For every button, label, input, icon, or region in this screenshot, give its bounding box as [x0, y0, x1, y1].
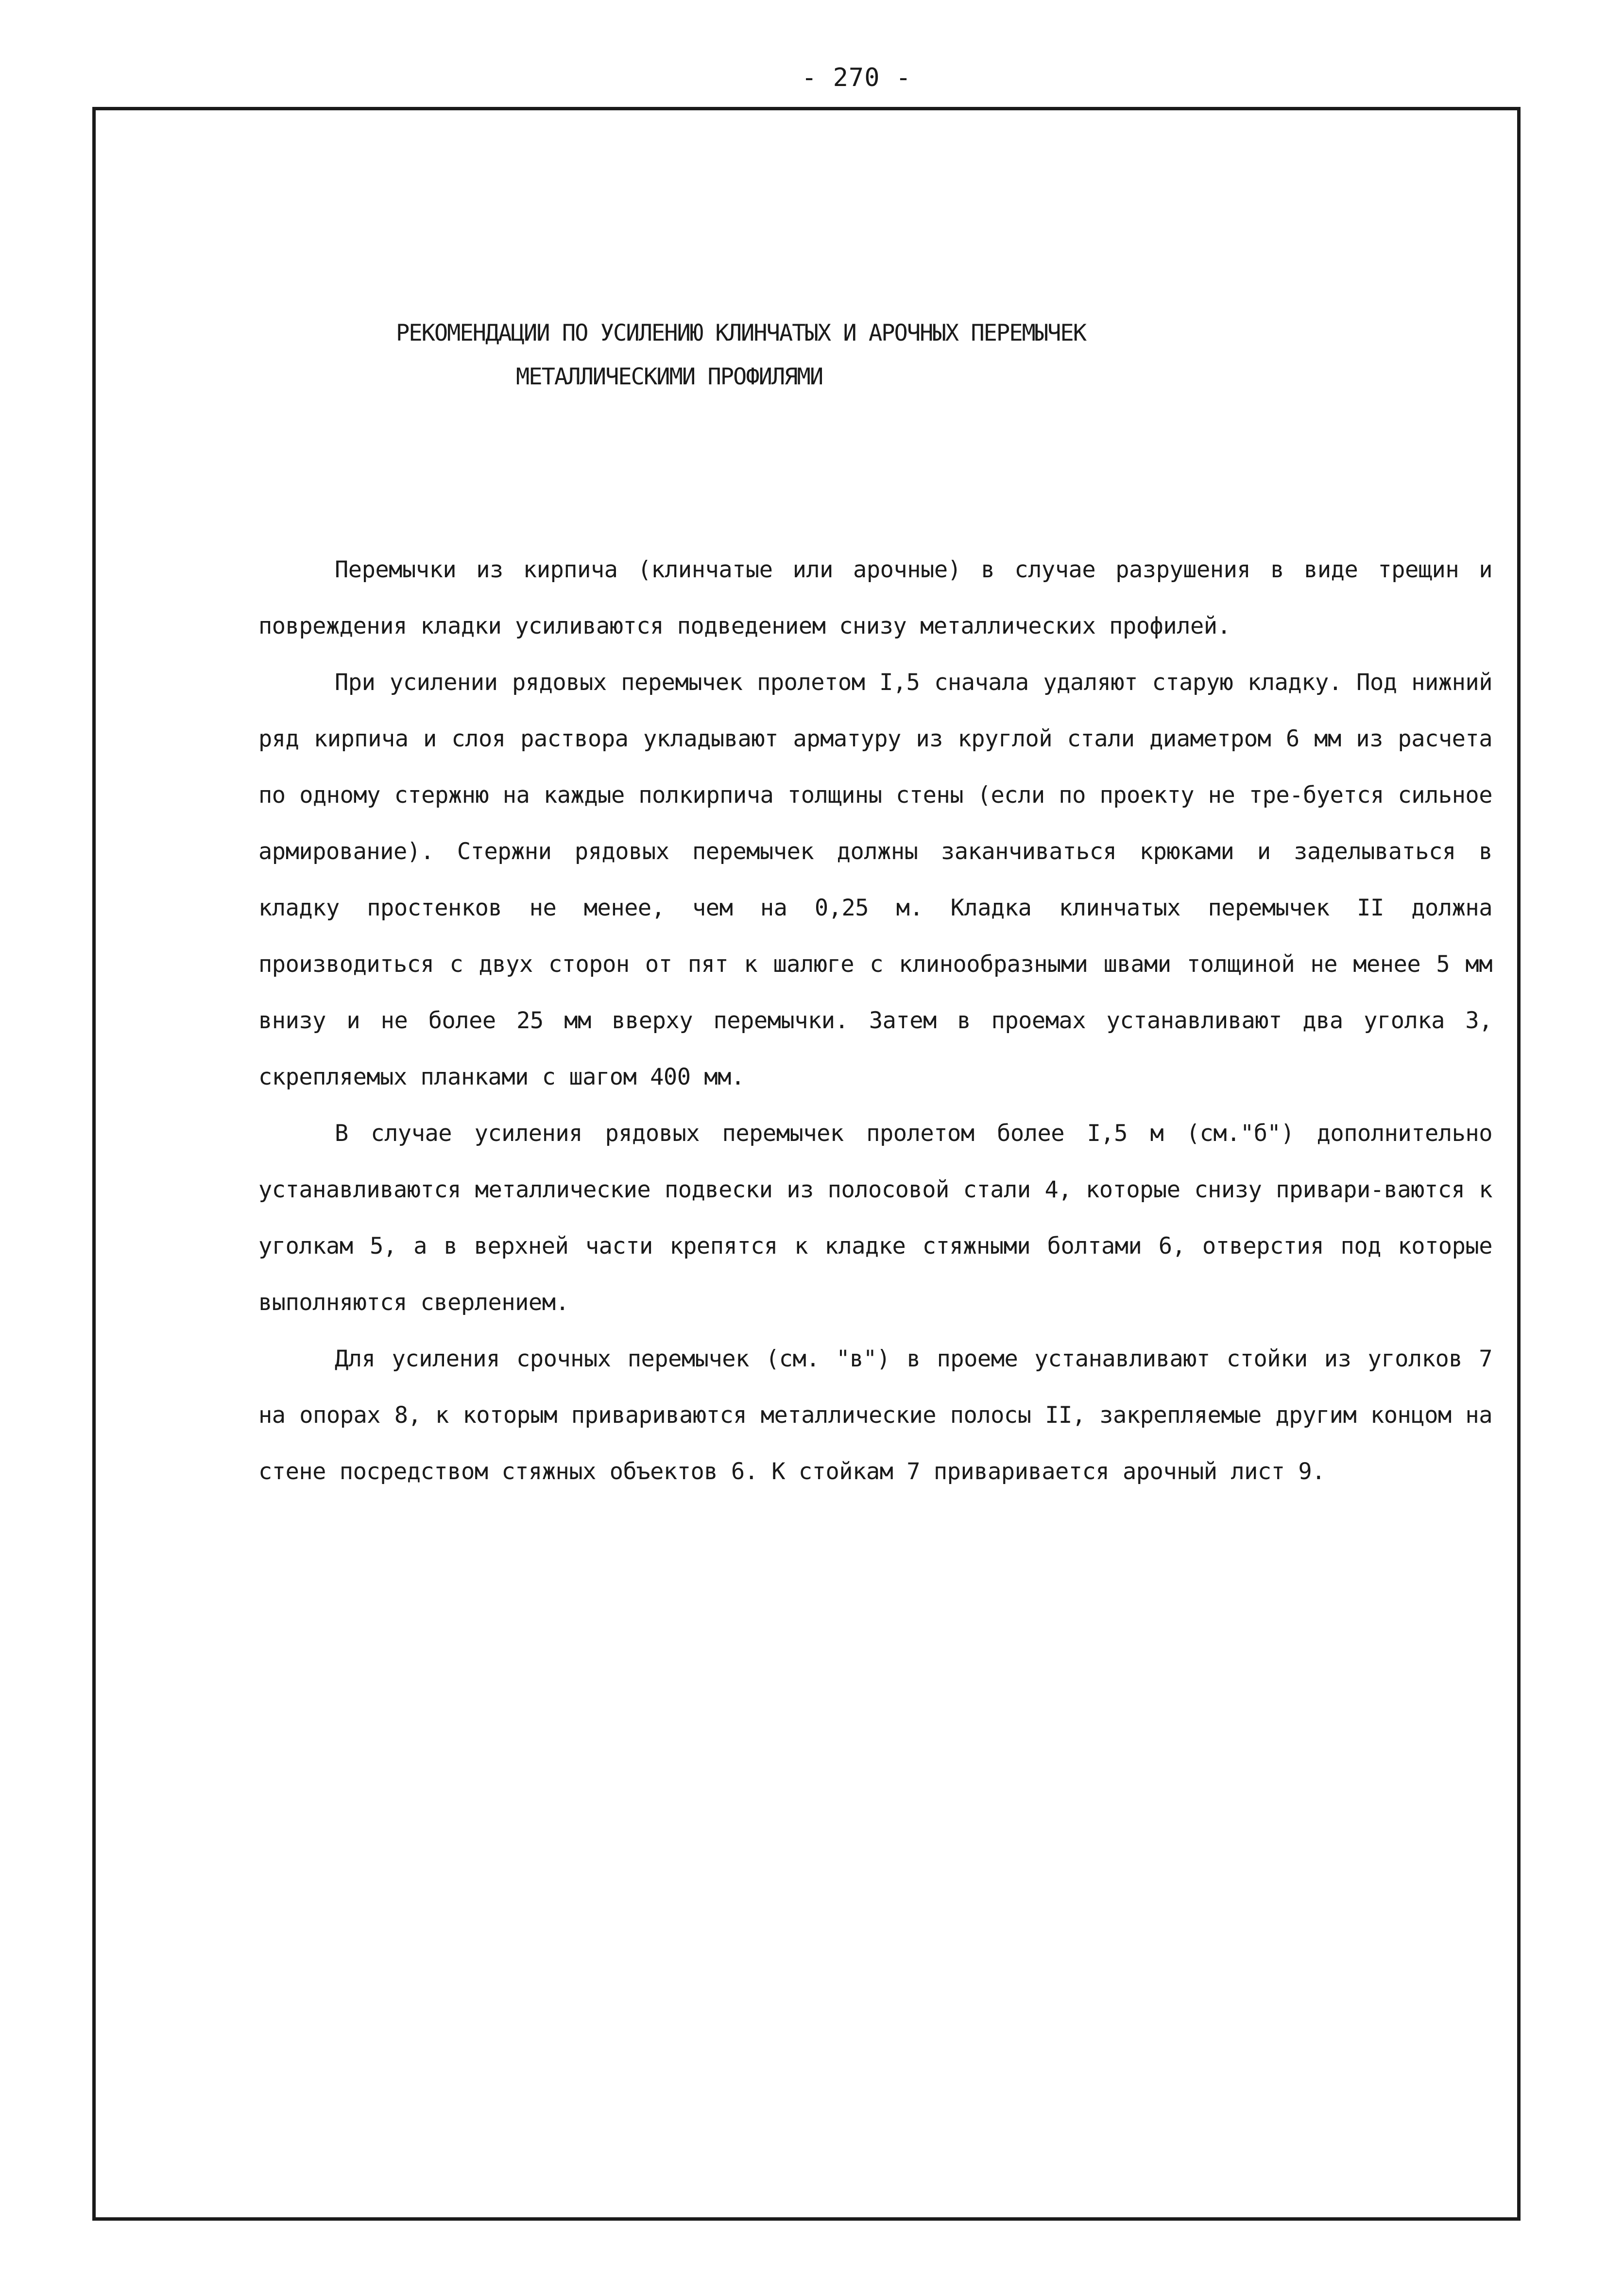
paragraph: В случае усиления рядовых перемычек пролетом более I,5 м (см."б") дополнительно устанавливаются металлические подвески из полосовой стали 4, которые снизу привари-ваются к уголкам 5, а в верхней части крепятся к кладке стяжными болтами 6, отверстия под которые выполняются сверлением. — [258, 1120, 1492, 1316]
document-title-line-2: МЕТАЛЛИЧЕСКИМИ ПРОФИЛЯМИ — [516, 363, 823, 390]
paragraph: Перемычки из кирпича (клинчатые или арочные) в случае разрушения в виде трещин и повреждения кладки усиливаются подведением снизу металлических профилей. — [258, 556, 1492, 639]
paragraph: При усилении рядовых перемычек пролетом I,5 сначала удаляют старую кладку. Под нижний ряд кирпича и слоя раствора укладывают арматуру из круглой стали диаметром 6 мм из расчета по одному стержню на каждые полкирпича толщины стены (если по проекту не тре-буется сильное армирование). Стержни рядовых перемычек должны заканчиваться крюками и заделываться в кладку простенков не менее, чем на 0,25 м. Кладка клинчатых перемычек II должна производиться с двух сторон от пят к шалюге с клинообразными швами толщиной не менее 5 мм внизу и не более 25 мм вверху перемычки. Затем в проемах устанавливают два уголка 3, скрепляемых планками с шагом 400 мм. — [258, 669, 1492, 1090]
document-body — [258, 542, 1492, 1500]
document-title-line-1: РЕКОМЕНДАЦИИ ПО УСИЛЕНИЮ КЛИНЧАТЫХ И АРОЧНЫХ ПЕРЕМЫЧЕК — [396, 320, 1086, 346]
page-number: - 270 - — [802, 63, 912, 92]
paragraph: Для усиления срочных перемычек (см. "в") в проеме устанавливают стойки из уголков 7 на опорах 8, к которым привариваются металлические полосы II, закрепляемые другим концом на стене посредством стяжных объектов 6. К стойкам 7 приваривается арочный лист 9. — [258, 1346, 1492, 1485]
